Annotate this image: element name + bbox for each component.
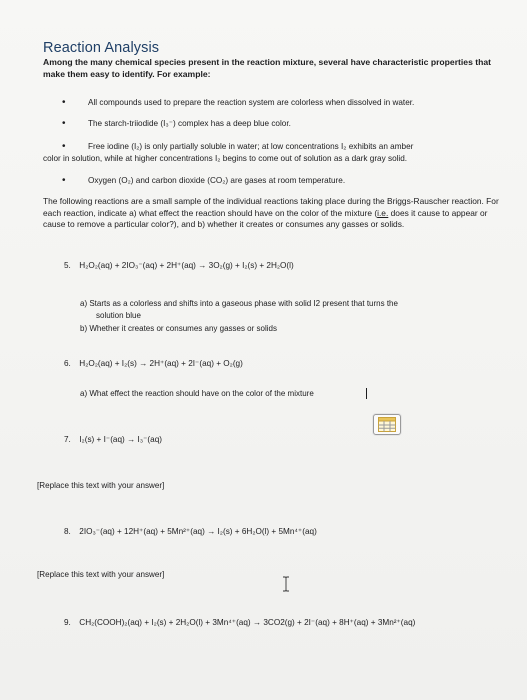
spreadsheet-icon[interactable] xyxy=(373,414,401,435)
equation-9: CH₂(COOH)₂(aq) + I₂(s) + 2H₂O(l) + 3Mn⁴⁺(aq) → 3CO2(g) + 2I⁻(aq) + 8H⁺(aq) + 3Mn²⁺(aq) xyxy=(79,618,416,627)
bullet-text: All compounds used to prepare the reaction system are colorless when dissolved in water. xyxy=(88,98,415,107)
bullet-marker: • xyxy=(62,141,66,152)
answer-5a-line2[interactable]: solution blue xyxy=(96,311,141,320)
equation-6: H₂O₂(aq) + I₂(s) → 2H⁺(aq) + 2I⁻(aq) + O₂(g) xyxy=(79,359,243,368)
bullet-marker: • xyxy=(62,175,66,186)
intro-text[interactable]: Among the many chemical species present in the reaction mixture, several have characteristic properties that make them easy to identify. For example: xyxy=(43,57,491,79)
answer-7-placeholder[interactable]: [Replace this text with your answer] xyxy=(37,481,165,490)
bullet-marker: • xyxy=(62,118,66,129)
instructions-paragraph[interactable]: The following reactions are a small sample of the individual reactions taking place during the Briggs-Rauscher reaction. For each reaction, indicate a) what effect the reaction should have on the color of the mixture (i.e. does it cause to appear or cause to remove a particular color?), and b) whether it creates or consumes any gasses or solids. xyxy=(43,196,499,230)
question-9[interactable]: 9. CH₂(COOH)₂(aq) + I₂(s) + 2H₂O(l) + 3Mn⁴⁺(aq) → 3CO2(g) + 2I⁻(aq) + 8H⁺(aq) + 3Mn²⁺(aq) xyxy=(64,618,416,627)
bullet-text: The starch-triiodide (I₃⁻) complex has a deep blue color. xyxy=(88,119,291,128)
question-7[interactable]: 7. I₂(s) + I⁻(aq) → I₃⁻(aq) xyxy=(64,435,162,444)
bullet-marker: • xyxy=(62,97,66,108)
question-6[interactable]: 6. H₂O₂(aq) + I₂(s) → 2H⁺(aq) + 2I⁻(aq) + O₂(g) xyxy=(64,359,243,368)
equation-7: I₂(s) + I⁻(aq) → I₃⁻(aq) xyxy=(79,435,162,444)
question-5[interactable]: 5. H₂O₂(aq) + 2IO₃⁻(aq) + 2H⁺(aq) → 3O₂(g) + I₂(s) + 2H₂O(l) xyxy=(64,261,294,270)
text-caret xyxy=(366,388,367,399)
answer-5b[interactable]: b) Whether it creates or consumes any gasses or solids xyxy=(80,324,277,333)
text-cursor-icon xyxy=(281,576,291,592)
answer-8-placeholder[interactable]: [Replace this text with your answer] xyxy=(37,570,165,579)
bullet-text: Free iodine (I₂) is only partially soluble in water; at low concentrations I₂ exhibits an amber xyxy=(88,142,414,151)
bullet-text-continued: color in solution, while at higher concentrations I₂ begins to come out of solution as a dark gray solid. xyxy=(43,153,408,163)
answer-6a[interactable]: a) What effect the reaction should have on the color of the mixture xyxy=(80,389,314,398)
equation-8: 2IO₃⁻(aq) + 12H⁺(aq) + 5Mn²⁺(aq) → I₂(s) + 6H₂O(l) + 5Mn⁴⁺(aq) xyxy=(79,527,317,536)
page-title: Reaction Analysis xyxy=(43,40,160,56)
equation-5: H₂O₂(aq) + 2IO₃⁻(aq) + 2H⁺(aq) → 3O₂(g) + I₂(s) + 2H₂O(l) xyxy=(79,261,294,270)
answer-5a-line1[interactable]: a) Starts as a colorless and shifts into a gaseous phase with solid I2 present that turns the xyxy=(80,299,398,308)
ie-underlined: i.e. xyxy=(377,207,389,218)
bullet-text: Oxygen (O₂) and carbon dioxide (CO₂) are gases at room temperature. xyxy=(88,176,346,185)
question-8[interactable]: 8. 2IO₃⁻(aq) + 12H⁺(aq) + 5Mn²⁺(aq) → I₂(s) + 6H₂O(l) + 5Mn⁴⁺(aq) xyxy=(64,527,317,536)
